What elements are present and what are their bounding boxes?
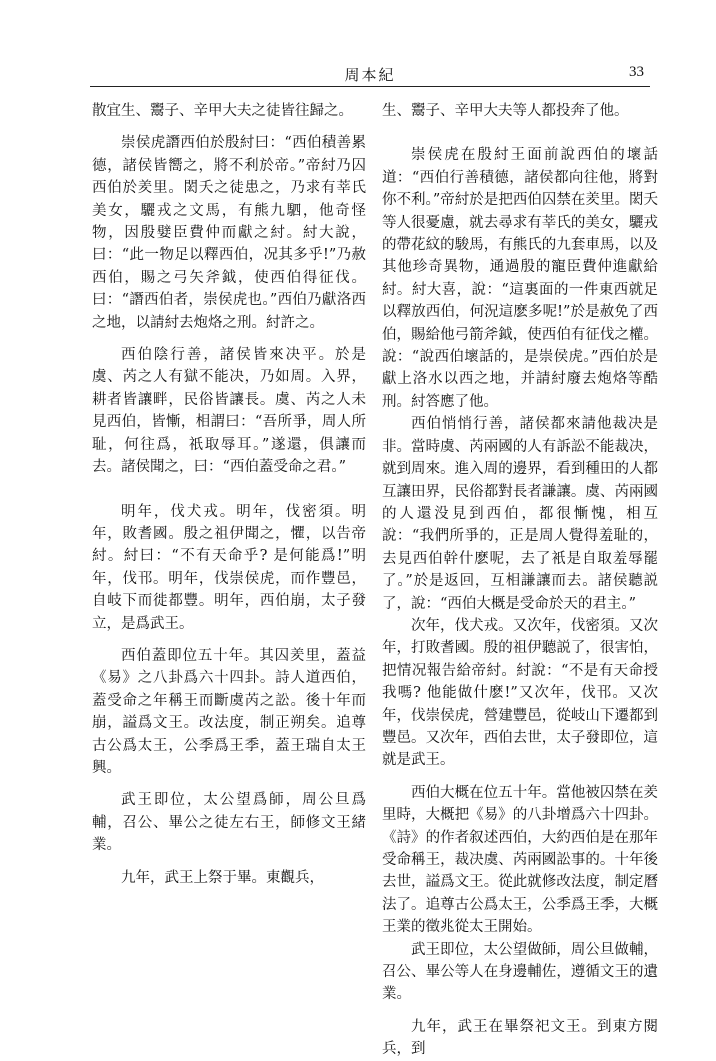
translation-paragraph: 西伯悄悄行善，諸侯都來請他裁决是非。當時虞、芮兩國的人有訴訟不能裁决，就到周來。進入周的邊界，看到種田的人都互讓田界，民俗都對長者謙讓。虞、芮兩國的人還没見到西伯，都很慚愧，相互說：“我們所爭的，正是周人覺得羞耻的，去見西伯幹什麽呢，去了衹是自取羞辱罷了。”於是返回，互相謙讓而去。諸侯聽説了，說：“西伯大概是受命於天的君主。” [382,416,658,612]
chapter-title: 周本紀 [344,66,396,84]
translation-paragraph: 武王即位，太公望做師，周公旦做輔，召公、畢公等人在身邊輔佐，遵循文王的遺業。 [382,941,658,1003]
page-number: 33 [629,64,644,80]
translation-paragraph: 九年，武王在畢祭祀文王。到東方閱兵，到 [382,1018,658,1058]
translation-paragraph: 生、鬻子、辛甲大夫等人都投奔了他。 [382,103,629,119]
original-paragraph: 西伯陰行善，諸侯皆來决平。於是虞、芮之人有獄不能决，乃如周。入界，耕者皆讓畔，民俗皆讓長。虞、芮之人未見西伯，皆慚，相謂曰：“吾所爭，周人所耻，何往爲，祇取辱耳。”遂還，俱讓而去。諸侯聞之，曰：“西伯蓋受命之君。” [92,347,366,476]
original-paragraph: 明年，伐犬戎。明年，伐密須。明年，敗耆國。殷之祖伊聞之，懼，以告帝紂。紂曰：“不有天命乎? 是何能爲!”明年，伐邗。明年，伐崇侯虎，而作豐邑，自岐下而徙都豐。明年，西伯崩，太子發立，是爲武王。 [92,503,366,632]
translation-paragraph: 次年，伐犬戎。又次年，伐密須。又次年，打敗耆國。殷的祖伊聽説了，很害怕，把情况報告給帝紂。紂說：“不是有天命授我嗎? 他能做什麽!”又次年，伐邗。又次年，伐崇侯虎，營建豐邑，從岐山下遷都到豐邑。又次年，西伯去世，太子發即位，這就是武王。 [382,617,658,769]
original-paragraph: 散宜生、鬻子、辛甲大夫之徒皆往歸之。 [92,103,353,119]
original-paragraph: 九年，武王上祭于畢。東觀兵， [121,869,324,886]
original-text-column [92,100,366,889]
translation-paragraph: 崇侯虎在殷紂王面前說西伯的壞話道：“西伯行善積德，諸侯都向往他，將對你不利。”帝紂於是把西伯囚禁在羑里。閎夭等人很憂慮，就去尋求有莘氏的美女，驪戎的帶花紋的駿馬，有熊氏的九套車馬，以及其他珍奇異物，通過殷的寵臣費仲進獻給紂。紂大喜，說：“這裏面的一件東西就足以釋放西伯，何況這麽多呢!”於是赦免了西伯，賜給他弓箭斧鉞，使西伯有征伐之權。說：“說西伯壞話的，是崇侯虎。”西伯於是獻上洛水以西之地，并請紂廢去炮烙等酷刑。紂答應了他。 [382,147,658,410]
translation-paragraph: 西伯大概在位五十年。當他被囚禁在羑里時，大概把《易》的八卦增爲六十四卦。《詩》的作者叙述西伯，大約西伯是在那年受命稱王，裁决虞、芮兩國訟事的。十年後去世，謚爲文王。從此就修改法度，制定曆法了。追尊古公爲太王，公季爲王季，大概王業的徵兆從太王開始。 [382,784,658,936]
running-header [90,64,650,86]
original-paragraph: 西伯蓋即位五十年。其囚羑里，蓋益《易》之八卦爲六十四卦。詩人道西伯，蓋受命之年稱王而斷虞芮之訟。後十年而崩，謚爲文王。改法度，制正朔矣。追尊古公爲太王，公季爲王季，蓋王瑞自太王興。 [92,647,366,776]
header-rule [90,86,650,87]
translation-column [382,100,658,1061]
original-paragraph: 武王即位，太公望爲師，周公旦爲輔，召公、畢公之徒左右王，師修文王緒業。 [92,792,366,854]
original-paragraph: 崇侯虎譖西伯於殷紂曰：“西伯積善累德，諸侯皆嚮之，將不利於帝。”帝紂乃囚西伯於羑里。閎夭之徒患之，乃求有莘氏美女，驪戎之文馬，有熊九駟，他奇怪物，因殷嬖臣費仲而獻之紂。紂大說，曰：“此一物足以釋西伯，况其多乎!”乃赦西伯，賜之弓矢斧鉞，使西伯得征伐。曰：“譖西伯者，崇侯虎也。”西伯乃獻洛西之地，以請紂去炮烙之刑。紂許之。 [92,135,366,331]
